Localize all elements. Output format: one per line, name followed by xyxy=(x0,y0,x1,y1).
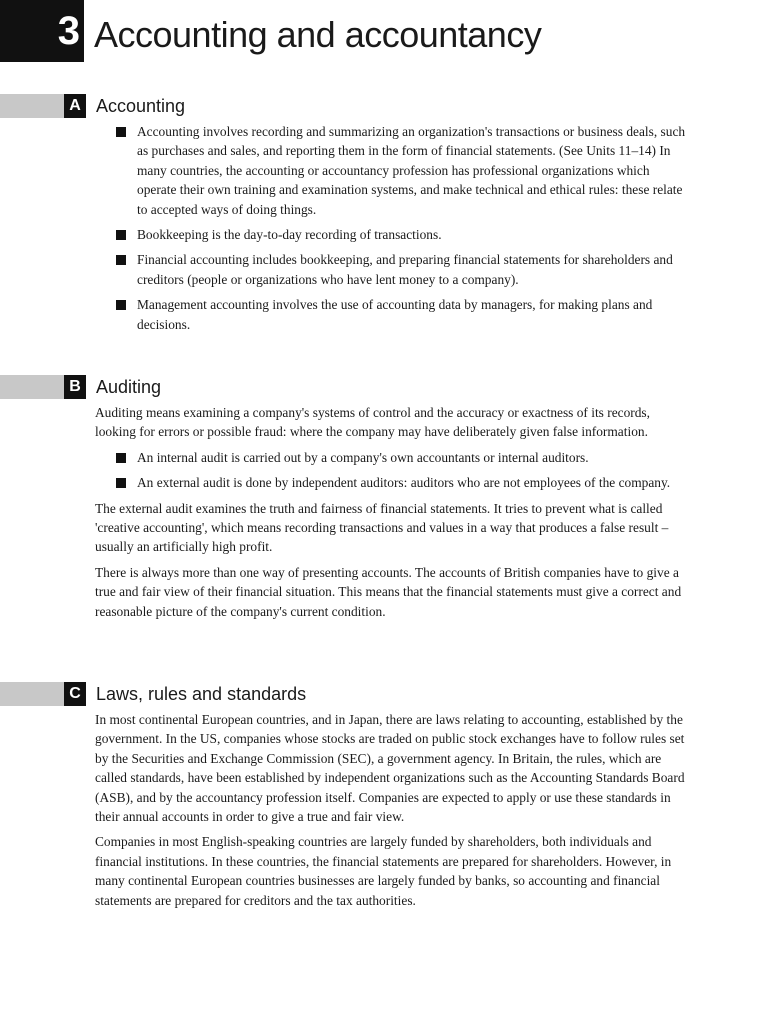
bullet-square-icon xyxy=(116,300,126,310)
bullet-item xyxy=(95,448,690,467)
section-b-marker xyxy=(0,375,86,399)
unit-number: 3 xyxy=(57,9,80,53)
bullet-item xyxy=(95,250,690,289)
page-title: Accounting and accountancy xyxy=(94,14,542,55)
bullet-square-icon xyxy=(116,230,126,240)
bullet-text: Financial accounting includes bookkeeping, and preparing financial statements for shareholders and creditors (people or organizations who have lent money to a company). xyxy=(137,252,673,287)
section-a-marker xyxy=(0,94,86,118)
bullet-text: Bookkeeping is the day-to-day recording of transactions. xyxy=(137,227,442,243)
section-c-heading: Laws, rules and standards xyxy=(96,684,307,704)
section-a-body xyxy=(95,122,690,340)
section-c-letter: C xyxy=(64,682,86,706)
section-a-letter: A xyxy=(64,94,86,118)
section-b-intro: Auditing means examining a company's systems of control and the accuracy or exactness of its records, looking for errors or possible fraud: where the company may have deliberately given false information. xyxy=(95,405,650,440)
bullet-square-icon xyxy=(116,478,126,488)
bullet-square-icon xyxy=(116,255,126,265)
section-b-body xyxy=(95,403,690,627)
bullet-item xyxy=(95,473,690,492)
bullet-text: An external audit is done by independent auditors: auditors who are not employees of the company. xyxy=(137,475,671,491)
bullet-item xyxy=(95,225,690,244)
section-c-paragraph: In most continental European countries, and in Japan, there are laws relating to accounting, established by the government. In the US, companies whose stocks are traded on public stock exchanges have to follow rules set by the Securities and Exchange Commission (SEC), a government agency. In Britain, the rules, which are called standards, have been established by independent organizations such as the Accounting Standards Board (ASB), and by the accountancy profession itself. Companies are expected to apply or use these standards in their annual accounts in order to give a true and fair view. xyxy=(95,712,685,825)
bullet-text: Management accounting involves the use of accounting data by managers, for making plans and decisions. xyxy=(137,297,653,332)
bullet-item xyxy=(95,122,690,219)
bullet-text: Accounting involves recording and summarizing an organization's transactions or business deals, such as purchases and sales, and reporting them in the form of financial statements. (See Units 11–14) In many countries, the accounting or accountancy profession has professional organizations which operate their own training and examination systems, and make technical and ethical rules: these relate to accepted ways of doing things. xyxy=(137,124,686,217)
section-c-paragraph: Companies in most English-speaking countries are largely funded by shareholders, both individuals and financial institutions. In these countries, the financial statements are prepared for shareholders. However, in many continental European countries businesses are largely funded by banks, so accounting and financial statements are prepared for creditors and the tax authorities. xyxy=(95,834,672,908)
unit-number-box xyxy=(0,0,84,62)
bullet-text: An internal audit is carried out by a company's own accountants or internal auditors. xyxy=(137,449,589,465)
section-a-heading: Accounting xyxy=(96,96,186,116)
bullet-item xyxy=(95,295,690,334)
section-b-heading: Auditing xyxy=(96,377,162,397)
section-c-body xyxy=(95,710,690,916)
bullet-square-icon xyxy=(116,453,126,463)
section-b-paragraph: The external audit examines the truth and fairness of financial statements. It tries to prevent what is called 'creative accounting', which means recording transactions and values in a way that produces a false result – usually an artificially high profit. xyxy=(95,500,669,555)
section-b-paragraph: There is always more than one way of presenting accounts. The accounts of British companies have to give a true and fair view of their financial situation. This means that the financial statements must give a correct and reasonable picture of the company's current condition. xyxy=(95,564,682,619)
section-b-letter: B xyxy=(64,375,86,399)
section-c-marker xyxy=(0,682,86,706)
bullet-square-icon xyxy=(116,127,126,137)
